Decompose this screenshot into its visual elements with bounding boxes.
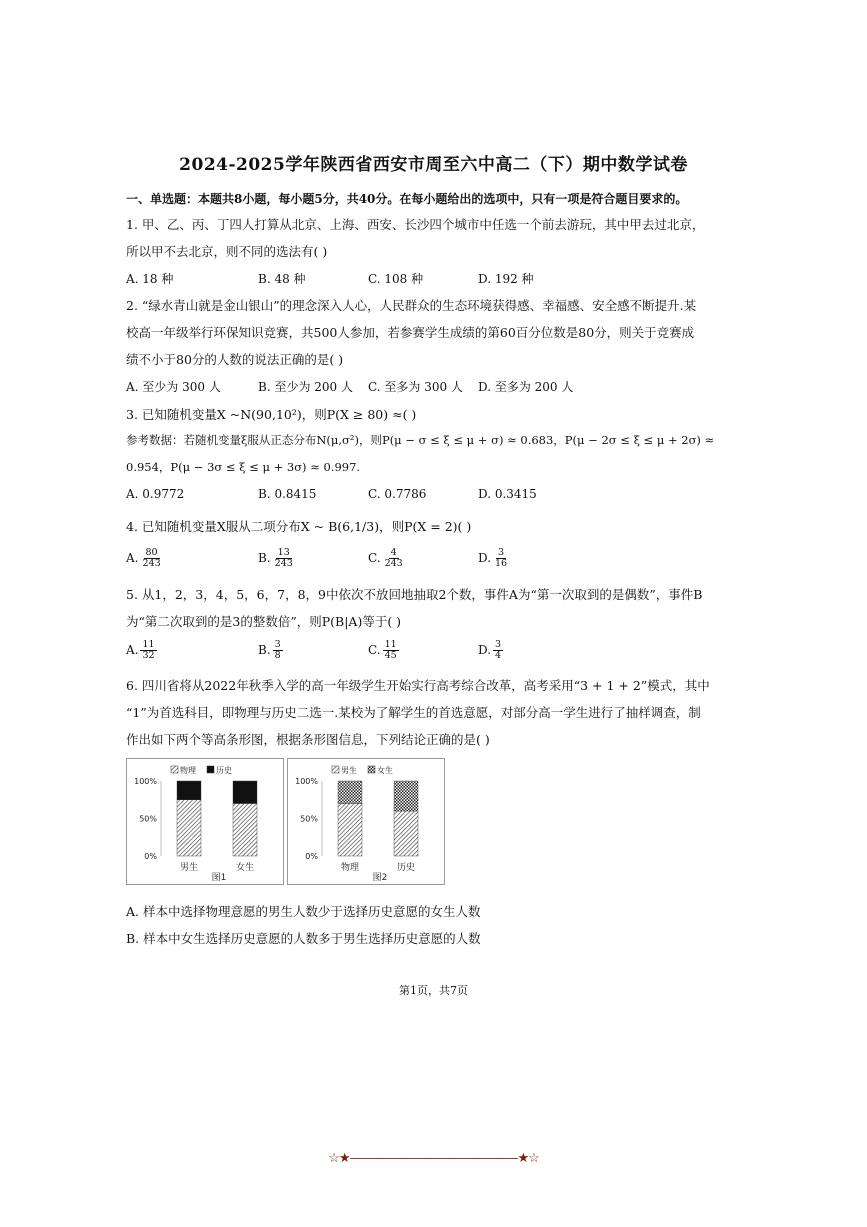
q4-option-a <box>126 548 163 569</box>
figure-caption: 图1 <box>211 873 227 883</box>
q4-option-b-num: 13 <box>277 547 290 558</box>
q4-option-a-fraction <box>140 548 162 569</box>
q4-option-d-fraction <box>493 548 509 569</box>
q5-option-d-fraction <box>493 640 503 661</box>
q3-text-2: 参考数据：若随机变量ξ服从正态分布N(μ,σ²)，则P(μ − σ ≤ ξ ≤ μ + σ) ≈ 0.683，P(μ − 2σ ≤ ξ ≤ μ + 2σ) ≈ <box>126 433 715 447</box>
q4-option-b-fraction <box>273 548 295 569</box>
q5-option-a-label: A. <box>126 643 139 657</box>
bar-女生-物理 <box>233 804 257 857</box>
q4-option-a-den: 243 <box>142 558 161 569</box>
q5-option-a-fraction <box>140 640 156 661</box>
legend-swatch-0 <box>332 766 339 773</box>
q5-option-b-den: 8 <box>274 650 281 661</box>
q5-option-a-den: 32 <box>142 650 155 661</box>
q4-option-d-label: D. <box>478 551 492 565</box>
q5-option-d <box>478 640 503 661</box>
x-tick-label: 历史 <box>396 863 416 873</box>
bar-历史-男生 <box>394 811 418 856</box>
legend-label: 物理 <box>180 766 196 775</box>
q4-option-a-label: A. <box>126 551 139 565</box>
q4-option-d-den: 16 <box>495 558 508 569</box>
q2-option-b: B. 至少为 200 人 <box>258 380 353 394</box>
q4-text-1: 4. 已知随机变量X服从二项分布X ~ B(6,1/3)，则P(X = 2)( ) <box>126 519 472 534</box>
figure-caption: 图2 <box>372 873 388 883</box>
legend-swatch-1 <box>207 766 214 773</box>
q5-option-a <box>126 640 157 661</box>
chart-1-svg <box>127 759 283 884</box>
legend-label: 男生 <box>341 766 357 775</box>
y-tick-label: 0% <box>305 852 318 861</box>
q6-option-a: A. 样本中选择物理意愿的男生人数少于选择历史意愿的女生人数 <box>126 904 481 919</box>
q5-text-1: 5. 从1，2，3，4，5，6，7，8，9中依次不放回地抽取2个数，事件A为“第一次取到的是偶数”，事件B <box>126 587 703 602</box>
q5-option-c-fraction <box>383 640 399 661</box>
q1-option-b: B. 48 种 <box>258 272 306 286</box>
q3-text-3: 0.954，P(μ − 3σ ≤ ξ ≤ μ + 3σ) ≈ 0.997. <box>126 460 361 474</box>
q3-option-b: B. 0.8415 <box>258 487 317 501</box>
q2-text-2: 校高一年级举行环保知识竞赛，共500人参加，若参赛学生成绩的第60百分位数是80分，则关于竞赛成 <box>126 325 695 340</box>
bottom-decoration: ☆★——————————————★☆ <box>328 1151 539 1166</box>
q6-text-1: 6. 四川省将从2022年秋季入学的高一年级学生开始实行高考综合改革，高考采用“3 + 1 + 2”模式，其中 <box>126 678 710 693</box>
chart-figure-1 <box>126 758 284 885</box>
legend-swatch-0 <box>171 766 178 773</box>
q5-option-c-num: 11 <box>384 639 397 650</box>
q4-option-c-label: C. <box>368 551 381 565</box>
legend-label: 女生 <box>377 766 393 775</box>
q1-option-c: C. 108 种 <box>368 272 424 286</box>
q3-option-a: A. 0.9772 <box>126 487 185 501</box>
q3-option-c: C. 0.7786 <box>368 487 427 501</box>
q5-option-b <box>258 640 283 661</box>
q4-option-d-num: 3 <box>498 547 505 558</box>
chart-2-svg <box>288 759 444 884</box>
x-tick-label: 物理 <box>340 863 360 873</box>
q4-option-a-num: 80 <box>145 547 158 558</box>
bar-女生-历史 <box>233 781 257 804</box>
q5-option-d-num: 3 <box>495 639 502 650</box>
legend-swatch-1 <box>368 766 375 773</box>
q2-option-d: D. 至多为 200 人 <box>478 380 574 394</box>
q5-option-d-den: 4 <box>495 650 502 661</box>
q5-option-b-num: 3 <box>274 639 281 650</box>
q4-option-b-den: 243 <box>274 558 293 569</box>
q5-option-d-label: D. <box>478 643 492 657</box>
y-tick-label: 100% <box>295 777 318 786</box>
x-tick-label: 女生 <box>235 863 255 873</box>
page-title: 2024-2025学年陕西省西安市周至六中高二（下）期中数学试卷 <box>179 155 688 175</box>
q5-option-c-label: C. <box>368 643 381 657</box>
q4-option-c-den: 243 <box>384 558 403 569</box>
q4-option-c <box>368 548 405 569</box>
chart-figure-2 <box>287 758 445 885</box>
q1-option-a: A. 18 种 <box>126 272 174 286</box>
bar-物理-男生 <box>338 804 362 857</box>
page-footer: 第1页，共7页 <box>399 984 468 997</box>
legend-label: 历史 <box>216 766 232 775</box>
bar-物理-女生 <box>338 781 362 804</box>
q2-option-a: A. 至少为 300 人 <box>126 380 221 394</box>
q1-option-d: D. 192 种 <box>478 272 534 286</box>
q2-text-1: 2. “绿水青山就是金山银山”的理念深入人心，人民群众的生态环境获得感、幸福感、安全感不断提升.某 <box>126 298 697 313</box>
x-tick-label: 男生 <box>179 863 199 873</box>
q4-option-b-label: B. <box>258 551 271 565</box>
q5-option-b-label: B. <box>258 643 271 657</box>
bar-男生-历史 <box>177 781 201 800</box>
y-tick-label: 50% <box>300 814 318 824</box>
q5-option-b-fraction <box>273 640 283 661</box>
y-tick-label: 50% <box>139 814 157 824</box>
q4-option-c-fraction <box>383 548 405 569</box>
q5-option-a-num: 11 <box>142 639 155 650</box>
q4-option-d <box>478 548 509 569</box>
q1-text-2: 所以甲不去北京，则不同的选法有( ) <box>126 244 328 259</box>
q5-text-2: 为“第二次取到的是3的整数倍”，则P(B|A)等于( ) <box>126 614 402 629</box>
section-heading: 一、单选题：本题共8小题，每小题5分，共40分。在每小题给出的选项中，只有一项是符合题目要求的。 <box>126 192 688 206</box>
y-tick-label: 100% <box>134 777 157 786</box>
bar-历史-女生 <box>394 781 418 811</box>
q6-text-2: “1”为首选科目，即物理与历史二选一.某校为了解学生的首选意愿，对部分高一学生进行了抽样调查，制 <box>126 705 701 720</box>
q6-option-b: B. 样本中女生选择历史意愿的人数多于男生选择历史意愿的人数 <box>126 931 481 946</box>
q3-option-d: D. 0.3415 <box>478 487 537 501</box>
q3-text-1: 3. 已知随机变量X ~N(90,10²)，则P(X ≥ 80) ≈( ) <box>126 407 417 422</box>
q2-option-c: C. 至多为 300 人 <box>368 380 463 394</box>
q4-option-b <box>258 548 295 569</box>
q5-option-c <box>368 640 399 661</box>
y-tick-label: 0% <box>144 852 157 861</box>
bar-男生-物理 <box>177 800 201 856</box>
q6-text-3: 作出如下两个等高条形图，根据条形图信息，下列结论正确的是( ) <box>126 732 490 747</box>
q4-option-c-num: 4 <box>390 547 397 558</box>
q1-text-1: 1. 甲、乙、丙、丁四人打算从北京、上海、西安、长沙四个城市中任选一个前去游玩，其中甲去过北京， <box>126 217 705 232</box>
q2-text-3: 绩不小于80分的人数的说法正确的是( ) <box>126 352 344 367</box>
q5-option-c-den: 45 <box>384 650 397 661</box>
